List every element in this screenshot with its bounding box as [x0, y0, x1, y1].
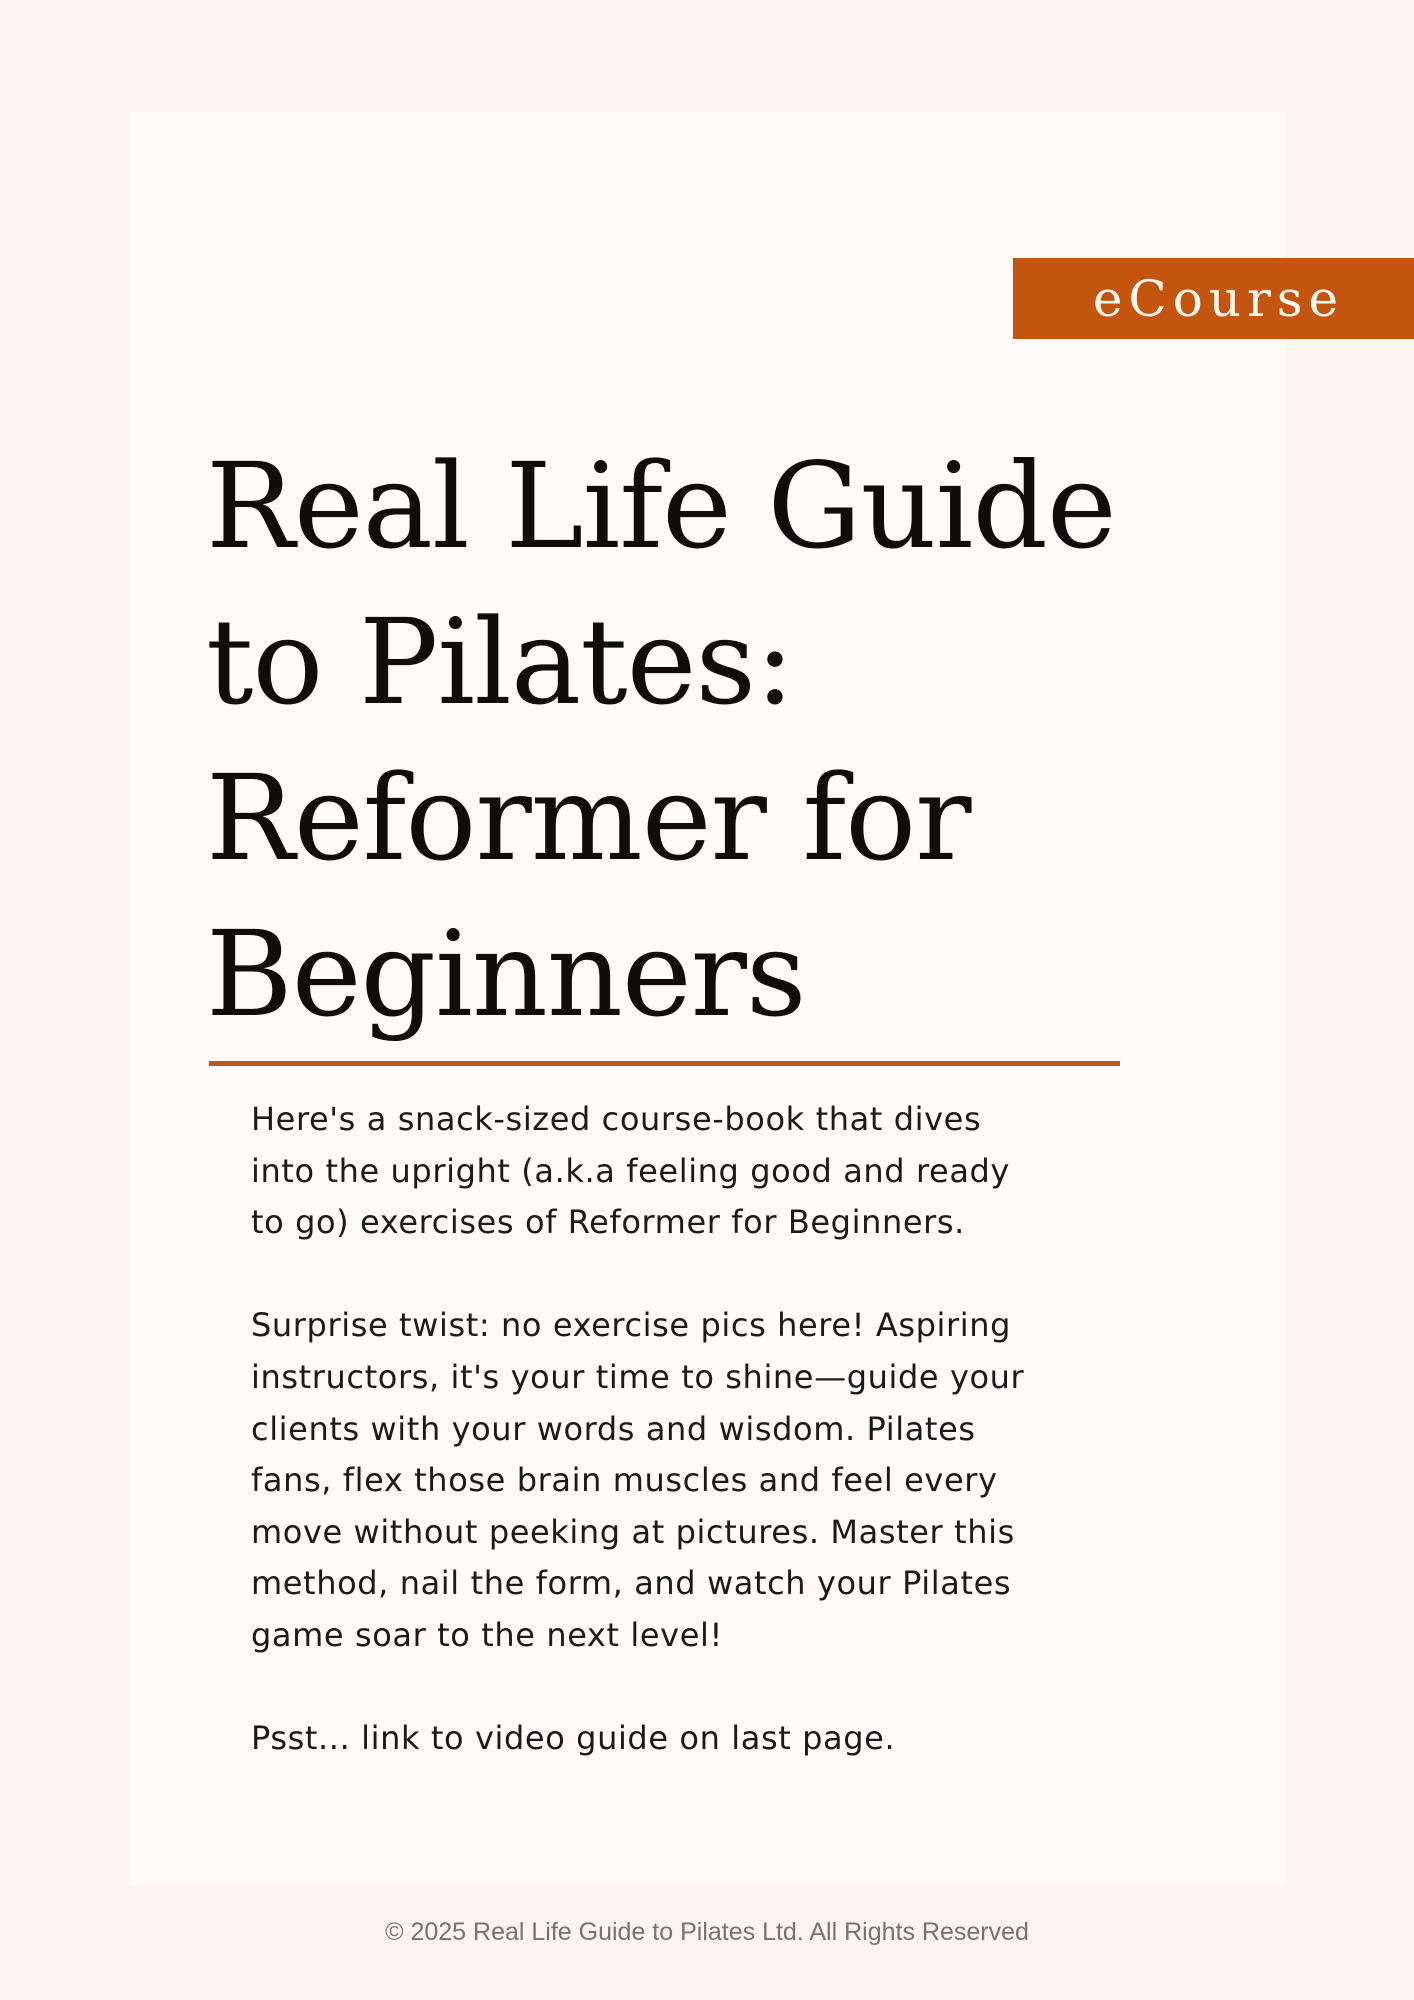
description-paragraph-video-note: Psst... link to video guide on last page. [251, 1719, 896, 1758]
ecourse-badge [1013, 258, 1414, 339]
description-body [251, 1094, 1031, 1765]
title-divider [209, 1061, 1120, 1066]
ecourse-badge-label: eCourse [1092, 269, 1345, 328]
document-title: Real Life Guide to Pilates: Reformer for Beginners [206, 437, 1116, 1043]
description-paragraph-intro: Here's a snack-sized course-book that dives into the upright (a.k.a feeling good and ready to go) exercises of Reformer for Beginners. [251, 1100, 1010, 1242]
description-paragraph-twist: Surprise twist: no exercise pics here! Aspiring instructors, it's your time to shine—guide your clients with your words and wisdom. Pilates fans, flex those brain muscles and feel every move without peeking at pictures. Master this method, nail the form, and watch your Pilates game soar to the next level! [251, 1306, 1025, 1654]
copyright-footer: © 2025 Real Life Guide to Pilates Ltd. All Rights Reserved [385, 1918, 1029, 1946]
